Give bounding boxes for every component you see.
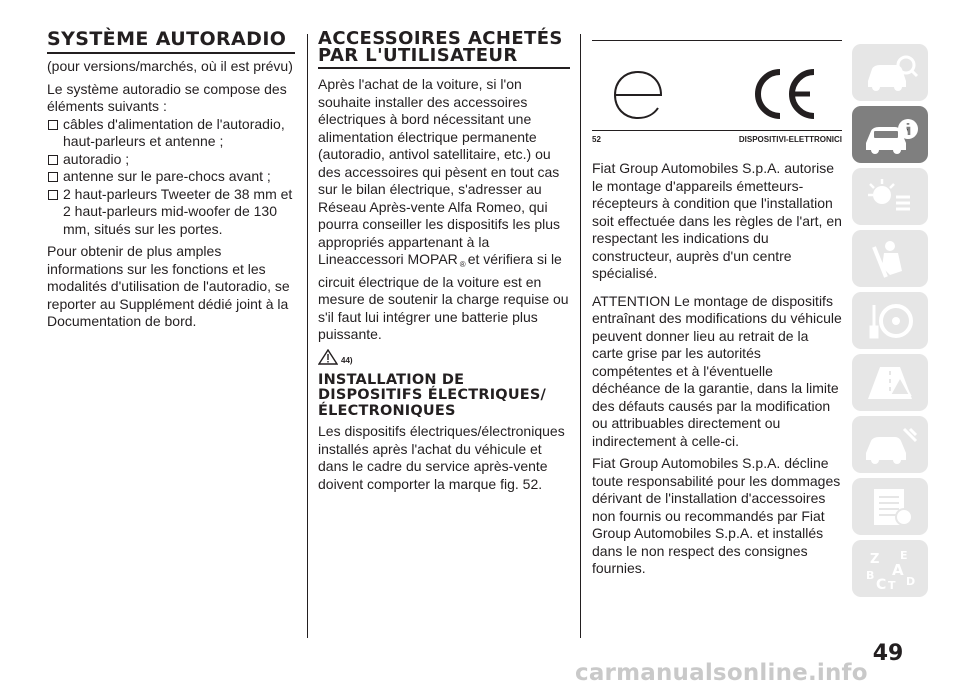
list-item: antenne sur le pare-chocs avant ; [47,168,295,186]
column-accessories [318,30,570,498]
list-item: câbles d'alimentation de l'autoradio, haut-parleurs et antenne ; [47,116,295,151]
figure-code: DISPOSITIVI-ELETTRONICI [738,134,842,144]
chapter-tabs [852,44,928,602]
page-number: 49 [872,641,904,666]
checkbox-bullet-icon [48,190,58,200]
column-divider [307,34,308,638]
specifications-icon [860,485,920,529]
list-item: 2 haut-parleurs Tweeter de 38 mm et 2 haut-parleurs mid-woofer de 130 mm, situés sur les portes. [47,186,295,239]
column-text [592,160,842,583]
svg-text:B: B [866,568,875,582]
warning-lights-icon [860,175,920,219]
paragraph: Le système autoradio se compose des éléments suivants : [47,80,287,114]
tab-road-emergency[interactable] [852,354,928,411]
tab-airbag[interactable] [852,230,928,287]
paragraph: Les dispositifs électriques/électroniques installés après l'achat du véhicule et dans le cadre du service après-vente doivent comporter la marque fig. 52. [318,423,565,492]
svg-text:Z: Z [870,551,880,567]
car-search-icon [860,51,920,95]
checkbox-bullet-icon [48,172,58,182]
section-heading-autoradio: SYSTÈME AUTORADIO [47,30,295,54]
index-icon [860,547,920,591]
checkbox-bullet-icon [48,120,58,130]
road-emergency-icon [860,361,920,405]
paragraph: (pour versions/marchés, où il est prévu) [47,58,293,74]
paragraph: Après l'achat de la voiture, si l'on souhaite installer des accessoires électriques à bord nécessitant une alimentation électrique permanente (autoradio, antivol satellitaire, etc.) ou des accessoires qui pèsent en tout cas sur le bilan électrique, s'adresser au Réseau Après-vente Alfa Romeo, qui pourra conseiller les dispositifs les plus appropriés appartenant à la Lineaccessori MOPAR $_®$ et vérifiera si le circuit électrique de la voiture est en mesure de soutenir la charge requise ou s'il faut lui intégrer une batterie plus puissante. [318,76,569,342]
watermark: carmanualsonline.info [575,660,868,686]
tab-warning-lights[interactable] [852,168,928,225]
warning-triangle-icon [318,349,338,365]
warning-reference: 44) [318,349,570,365]
figure-52 [592,40,842,129]
tab-index[interactable] [852,540,928,597]
svg-text:E: E [900,548,908,562]
registered-mark: ® [459,260,466,269]
section-heading-accessories: ACCESSOIRES ACHETÉS PAR L'UTILISATEUR [318,30,570,69]
tab-steering-key[interactable] [852,292,928,349]
figure-caption [592,130,842,145]
svg-text:T: T [888,578,896,591]
car-info-icon [860,113,920,157]
e-mark-icon [609,66,667,124]
tab-specifications[interactable] [852,478,928,535]
ce-mark-icon [750,66,820,122]
list-item: autoradio ; [47,151,295,169]
figure-number: 52 [592,134,601,144]
svg-text:D: D [906,574,916,588]
svg-text:C: C [876,576,887,591]
paragraph: ATTENTION Le montage de dispositifs entraînant des modifications du véhicule peuvent donner lieu au retrait de la carte grise par les autorités compétentes et à l'éventuelle déchéance de la garantie, dans la limite des défauts causés par la modification ou attribuables directement ou indirectement à celle-ci. [592,292,842,449]
tab-car-search[interactable] [852,44,928,101]
column-divider [580,34,581,638]
airbag-icon [860,237,920,281]
subsection-heading-installation: INSTALLATION DE DISPOSITIFS ÉLECTRIQUES/ ÉLECTRONIQUES [318,371,547,419]
car-maintenance-icon [860,423,920,467]
checkbox-bullet-icon [48,155,58,165]
paragraph: Fiat Group Automobiles S.p.A. décline toute responsabilité pour les dommages dérivant de l'installation d'accessoires non fournis ou recommandés par Fiat Group Automobiles S.p.A. et installés dans le non respect des consignes fournies. [592,455,841,576]
paragraph: Fiat Group Automobiles S.p.A. autorise le montage d'appareils émetteurs-récepteurs à condition que l'installation soit effectuée dans les règles de l'art, en respectant les indications du constructeur, auprès d'un centre spécialisé. [592,160,842,281]
paragraph: Pour obtenir de plus amples informations sur les fonctions et les modalités d'utilisation de l'autoradio, se reporter au Supplément dédié joint à la Documentation de bord. [47,243,290,329]
tab-car-info[interactable] [852,106,928,163]
column-autoradio [47,30,295,336]
steering-key-icon [860,299,920,343]
svg-text:A: A [892,560,904,579]
tab-car-maintenance[interactable] [852,416,928,473]
